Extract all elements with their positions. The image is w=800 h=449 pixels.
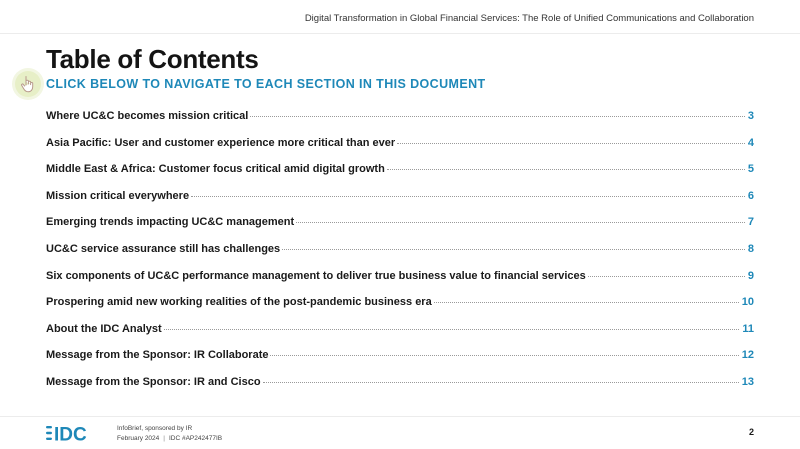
pointing-hand-icon	[15, 71, 41, 97]
toc-entry-page-number: 3	[747, 110, 754, 122]
toc-entry-page-number: 11	[742, 322, 754, 335]
footer-doc-id: IDC #AP242477IB	[168, 435, 223, 442]
page-title: Table of Contents	[46, 44, 259, 74]
toc-dot-leader	[263, 382, 739, 383]
footer-meta-line	[117, 434, 222, 444]
document-header-title: Digital Transformation in Global Financial Services: The Role of Unified Communications and Collaboration	[304, 13, 754, 24]
toc-dot-leader	[588, 276, 745, 277]
toc-entry-label: Prospering amid new working realities of the post-pandemic business era	[46, 296, 432, 309]
footer-date: February 2024	[117, 435, 160, 442]
toc-entry-label: Six components of UC&C performance management to deliver true business value to financial services	[46, 269, 586, 282]
toc-entry-page-number: 10	[741, 296, 754, 309]
toc-dot-leader	[434, 302, 739, 303]
toc-entry[interactable]	[46, 349, 754, 376]
toc-dot-leader	[397, 143, 745, 144]
page-number: 2	[748, 427, 754, 437]
toc-dot-leader	[191, 196, 745, 197]
toc-dot-leader	[387, 169, 745, 170]
toc-entry[interactable]	[46, 110, 754, 137]
toc-entry-page-number: 5	[747, 163, 754, 176]
toc-dot-leader	[270, 355, 738, 356]
toc-entry[interactable]	[46, 296, 754, 323]
toc-entry[interactable]	[46, 190, 754, 217]
toc-entry[interactable]	[46, 216, 754, 243]
toc-entry-page-number: 8	[747, 242, 754, 255]
idc-logo-wordmark: IDC	[54, 424, 87, 443]
header-divider	[0, 33, 800, 34]
toc-entry-page-number: 13	[741, 375, 754, 388]
toc-dot-leader	[282, 249, 745, 250]
navigation-instructions: CLICK BELOW TO NAVIGATE TO EACH SECTION IN THIS DOCUMENT	[46, 77, 486, 91]
toc-entry-page-number: 6	[747, 189, 754, 202]
toc-entry-label: Message from the Sponsor: IR Collaborate	[46, 349, 269, 362]
toc-entry[interactable]	[46, 323, 754, 350]
toc-entry-label: Message from the Sponsor: IR and Cisco	[46, 375, 261, 388]
footer-sponsor-line: InfoBrief, sponsored by IR	[117, 425, 193, 432]
footer-separator: |	[163, 435, 165, 442]
footer-info	[117, 424, 222, 444]
toc-entry-label: Emerging trends impacting UC&C management	[46, 216, 295, 229]
footer-divider	[0, 416, 800, 417]
toc-entry[interactable]	[46, 376, 754, 403]
toc-entry-page-number: 7	[747, 216, 754, 229]
toc-entry[interactable]	[46, 163, 754, 190]
toc-entry-label: Asia Pacific: User and customer experience more critical than ever	[46, 136, 396, 149]
idc-logo	[46, 423, 104, 443]
toc-entry-label: Middle East & Africa: Customer focus critical amid digital growth	[46, 163, 385, 176]
toc-entry-label: Where UC&C becomes mission critical	[46, 110, 249, 122]
toc-entry[interactable]	[46, 243, 754, 270]
toc-entry[interactable]	[46, 270, 754, 297]
toc-entry-label: About the IDC Analyst	[46, 322, 162, 335]
toc-dot-leader	[250, 116, 745, 117]
toc-entry-page-number: 12	[741, 349, 754, 362]
toc-dot-leader	[296, 222, 745, 223]
toc-entry[interactable]	[46, 137, 754, 164]
toc-entry-page-number: 9	[747, 269, 754, 282]
toc-dot-leader	[164, 329, 740, 330]
toc-entry-label: Mission critical everywhere	[46, 189, 190, 202]
toc-entry-page-number: 4	[747, 136, 754, 149]
toc-entry-label: UC&C service assurance still has challenges	[46, 242, 281, 255]
table-of-contents	[46, 110, 754, 403]
